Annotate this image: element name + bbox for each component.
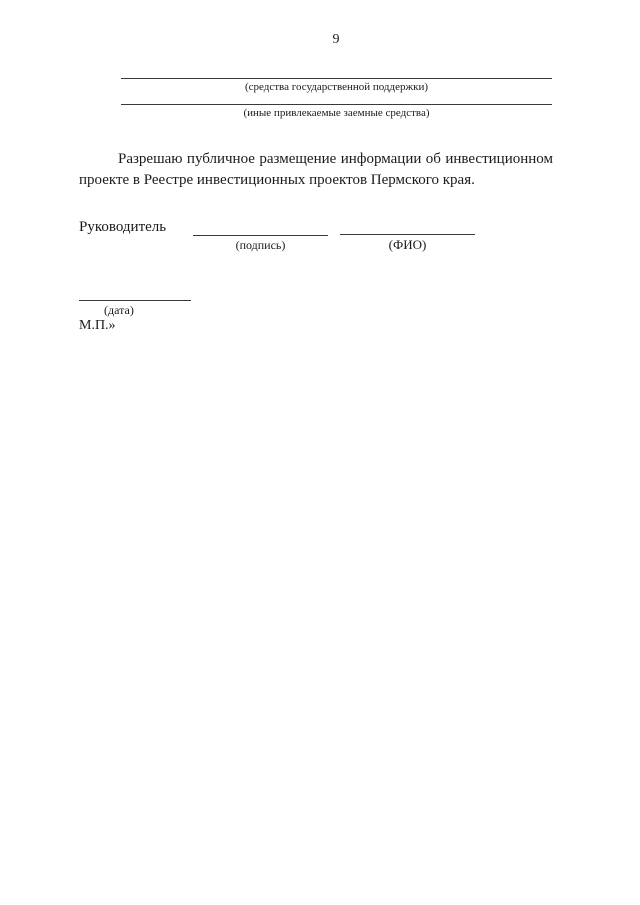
funding-state-support-caption: (средства государственной поддержки) — [244, 81, 429, 93]
date-line — [79, 300, 191, 301]
funding-borrowed-caption: (иные привлекаемые заемные средства) — [243, 107, 430, 119]
consent-paragraph — [79, 149, 553, 191]
date-caption: (дата) — [104, 303, 134, 317]
signature-line — [193, 235, 328, 236]
funding-state-support-line — [121, 78, 552, 79]
role-label: Руководитель — [79, 219, 167, 235]
name-line — [340, 234, 475, 235]
stamp-label: М.П.» — [79, 318, 116, 333]
funding-borrowed-line — [121, 104, 552, 105]
page-number: 9 — [332, 32, 340, 47]
signature-caption: (подпись) — [235, 238, 286, 252]
consent-line-2: проекте в Реестре инвестиционных проектов Пермского края. — [79, 172, 475, 188]
consent-line-1: Разрешаю публичное размещение информации об инвестиционном — [118, 151, 553, 167]
name-caption: (ФИО) — [388, 237, 427, 252]
